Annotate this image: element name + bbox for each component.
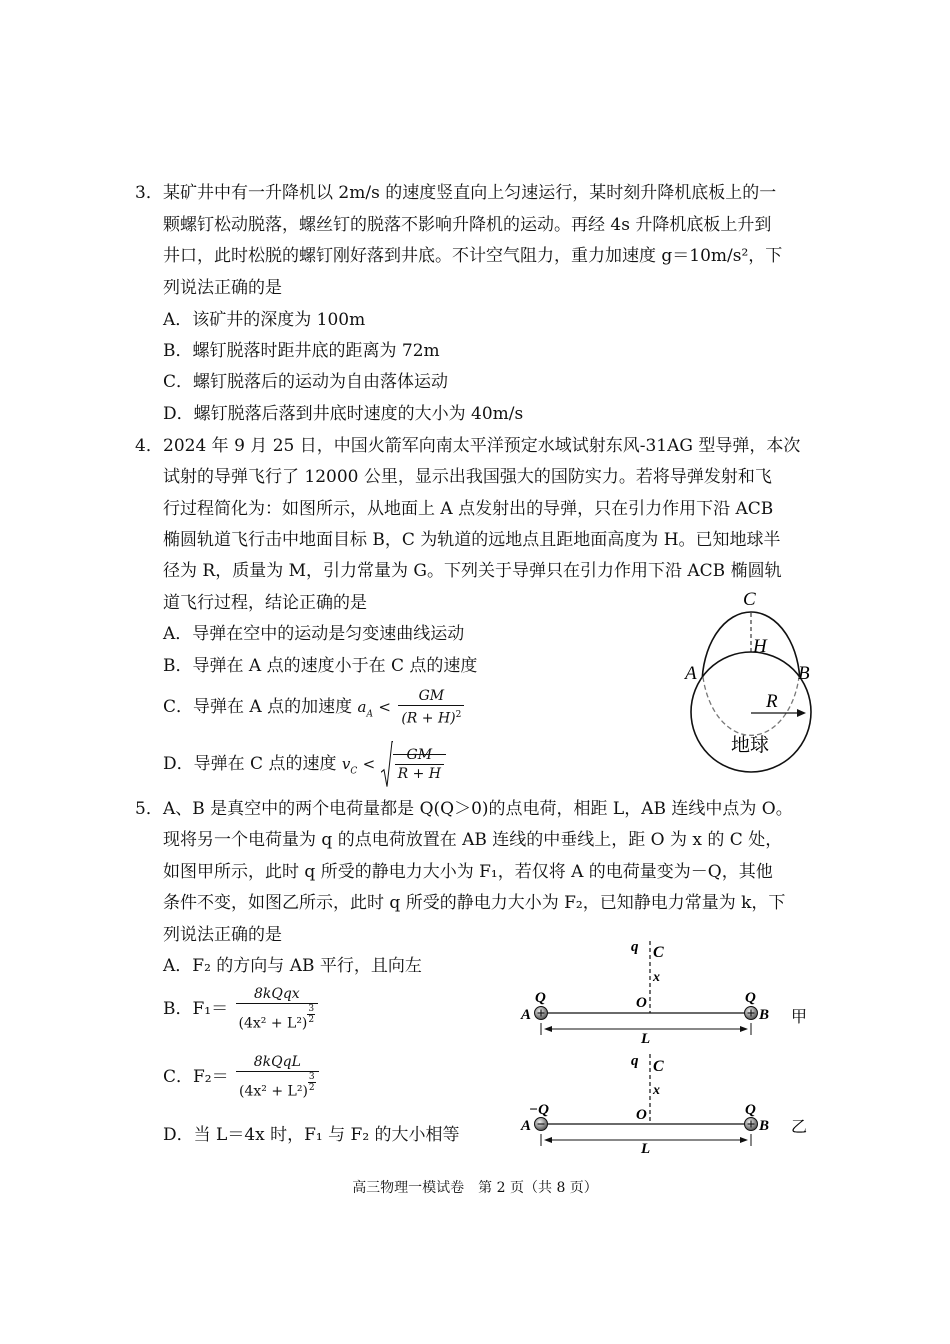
q4-line-5: 径为 R，质量为 M，引力常量为 G。下列关于导弹只在引力作用下沿 ACB 椭圆轨: [163, 561, 782, 581]
q5-figure-jia: [515, 935, 815, 1045]
figure-tag: 甲: [791, 1009, 808, 1026]
label-c: C: [653, 1058, 664, 1075]
q4-option-b: B．导弹在 A 点的速度小于在 C 点的速度: [163, 656, 478, 676]
label-b: B: [759, 1118, 770, 1134]
q5-option-b-lhs: B．F₁＝: [163, 998, 229, 1019]
label-c: C: [743, 589, 756, 610]
q5-option-c-lhs: C．F₂＝: [163, 1066, 229, 1087]
label-q: q: [631, 1053, 639, 1069]
q5-option-b-fraction: [236, 986, 319, 1033]
label-q: q: [631, 939, 639, 955]
q5-option-a: A．F₂ 的方向与 AB 平行，且向左: [163, 956, 422, 976]
q5-option-c-denominator: (4x² + L²) $\frac{3}{2}$: [239, 1072, 315, 1100]
q5-option-b: [163, 986, 320, 1033]
label-b: B: [798, 663, 810, 684]
q3-line-2: 颗螺钉松动脱落，螺丝钉的脱落不影响升降机的运动。再经 4s 升降机底板上升到: [163, 215, 772, 235]
q3-line-3: 井口，此时松脱的螺钉刚好落到井底。不计空气阻力，重力加速度 g＝10m/s²，下: [163, 246, 783, 266]
q4-option-c-numerator: GM: [398, 688, 464, 706]
q3-option-d: D．螺钉脱落后落到井底时速度的大小为 40m/s: [163, 404, 524, 424]
label-h: H: [753, 636, 767, 657]
label-x: x: [653, 970, 660, 985]
q5-option-d: D．当 L＝4x 时，F₁ 与 F₂ 的大小相等: [163, 1125, 460, 1145]
q5-option-c-numerator: 8kQqL: [236, 1054, 319, 1072]
label-b: B: [759, 1007, 770, 1023]
q4-line-4: 椭圆轨道飞行击中地面目标 B，C 为轨道的远地点且距地面高度为 H。已知地球半: [163, 530, 781, 550]
q3-line-1: 某矿井中有一升降机以 2m/s 的速度竖直向上匀速运行，某时刻升降机底板上的一: [163, 183, 777, 203]
label-a: A: [521, 1118, 532, 1134]
q3-option-c: C．螺钉脱落后的运动为自由落体运动: [163, 372, 449, 392]
q4-line-6: 道飞行过程，结论正确的是: [163, 593, 367, 613]
q4-option-c-text: C．导弹在 A 点的加速度: [163, 697, 353, 717]
label-earth: 地球: [731, 735, 770, 756]
label-o: O: [636, 1107, 647, 1123]
q4-option-c: [163, 684, 466, 737]
q3-option-b: B．螺钉脱落时距井底的距离为 72m: [163, 341, 440, 361]
q5-line-5: 列说法正确的是: [163, 925, 282, 945]
q4-option-d-fraction: [395, 747, 444, 783]
q4-option-d: [163, 740, 446, 795]
label-c: C: [653, 944, 664, 961]
label-a: A: [521, 1007, 532, 1023]
page-footer: 高三物理一模试卷 第 2 页（共 8 页）: [352, 1180, 598, 1196]
q5-figure-yi: [515, 1050, 815, 1155]
label-qb: Q: [745, 1102, 756, 1118]
arrow-left-icon: [544, 1137, 552, 1143]
label-qa: −Q: [529, 1102, 549, 1118]
q5-line-4: 条件不变，如图乙所示，此时 q 所受的静电力大小为 F₂，已知静电力常量为 k，下: [163, 893, 786, 913]
q5-option-b-denominator: (4x² + L²) $\frac{3}{2}$: [238, 1004, 315, 1032]
q4-option-a: A．导弹在空中的运动是匀变速曲线运动: [163, 624, 465, 644]
q4-option-c-fraction: [398, 688, 464, 728]
q3-number: 3．: [135, 183, 163, 203]
radical-icon: [381, 741, 393, 789]
q4-option-d-text: D．导弹在 C 点的速度: [163, 754, 337, 774]
q5-option-b-numerator: 8kQqx: [236, 986, 319, 1004]
q3-line-4: 列说法正确的是: [163, 278, 282, 298]
q5-line-2: 现将另一个电荷量为 q 的点电荷放置在 AB 连线的中垂线上，距 O 为 x 的 C 处，: [163, 830, 783, 850]
q4-orbit-figure: [675, 585, 830, 775]
q5-line-3: 如图甲所示，此时 q 所受的静电力大小为 F₁，若仅将 A 的电荷量变为－Q，其他: [163, 862, 773, 882]
q4-line-3: 行过程简化为：如图所示，从地面上 A 点发射出的导弹，只在引力作用下沿 ACB: [163, 499, 774, 519]
q5-line-1: A、B 是真空中的两个电荷量都是 Q(Q＞0)的点电荷，相距 L，AB 连线中点为 O。: [163, 799, 793, 819]
label-r: R: [766, 691, 778, 712]
q4-option-c-lhs: a: [357, 698, 367, 716]
q4-option-d-denominator: R + H: [397, 766, 442, 782]
arrow-left-icon: [544, 1026, 552, 1032]
arrow-right-icon: [740, 1137, 748, 1143]
q4-line-2: 试射的导弹飞行了 12000 公里，显示出我国强大的国防实力。若将导弹发射和飞: [163, 467, 772, 487]
arrow-right-icon: [740, 1026, 748, 1032]
q5-option-c: [163, 1054, 321, 1101]
q4-option-d-sub: C: [350, 766, 358, 777]
label-l: L: [641, 1031, 651, 1045]
q5-number: 5．: [135, 799, 163, 819]
q4-option-d-lhs: v: [341, 755, 351, 773]
q3-option-a: A．该矿井的深度为 100m: [163, 310, 366, 330]
label-qa: Q: [535, 990, 546, 1006]
q4-option-c-rel: <: [378, 698, 391, 716]
label-qb: Q: [745, 990, 756, 1006]
label-a: A: [685, 663, 697, 684]
figure-tag: 乙: [791, 1119, 808, 1136]
q4-option-c-sub: A: [366, 709, 373, 720]
q4-number: 4．: [135, 436, 163, 456]
q4-option-d-sqrt: [381, 741, 446, 789]
label-o: O: [636, 995, 647, 1011]
label-x: x: [653, 1083, 660, 1098]
q4-option-c-denominator: $(R + H)^2$: [401, 709, 462, 727]
q4-option-d-numerator: GM: [395, 747, 444, 765]
q5-option-c-fraction: [236, 1054, 319, 1101]
q4-line-1: 2024 年 9 月 25 日，中国火箭军向南太平洋预定水域试射东风-31AG 型导弹，本次: [163, 436, 801, 456]
q4-option-d-rel: <: [362, 755, 376, 773]
label-l: L: [641, 1141, 651, 1155]
